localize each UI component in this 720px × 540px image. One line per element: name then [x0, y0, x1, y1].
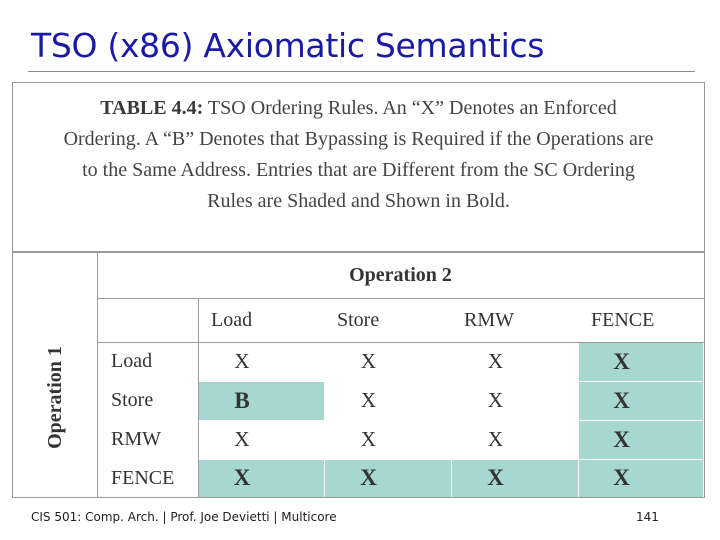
- rule-cell-store-fence: X: [613, 387, 630, 413]
- rule-cell-rmw-rmw: X: [487, 427, 504, 451]
- row-group-header: [13, 298, 97, 497]
- rule-cell-load-load: X: [234, 349, 250, 373]
- rule-cell-fence-rmw: X: [487, 465, 504, 490]
- grid-line: [97, 298, 704, 299]
- row-header-fence: FENCE: [111, 466, 175, 489]
- row-group-label: Operation 1: [43, 346, 66, 449]
- grid-line: [13, 252, 704, 253]
- column-header-rmw: RMW: [464, 309, 514, 331]
- grid-line: [97, 252, 98, 497]
- row-header-rmw: RMW: [111, 428, 161, 450]
- rule-cell-rmw-fence: X: [613, 426, 630, 452]
- row-header-store: Store: [111, 389, 154, 411]
- page-number: 141: [636, 510, 659, 524]
- column-header-store: Store: [337, 309, 380, 331]
- grid-line: [97, 342, 704, 343]
- rule-cell-store-rmw: X: [487, 388, 504, 412]
- grid-line: [198, 298, 199, 497]
- ordering-rules-table: [13, 252, 704, 497]
- rule-cell-rmw-load: X: [234, 427, 250, 451]
- rule-cell-store-store: X: [360, 388, 377, 412]
- rule-cell-load-store: X: [360, 349, 377, 373]
- rule-cell-rmw-store: X: [360, 427, 377, 451]
- rule-cell-store-load: B: [234, 387, 250, 413]
- caption-label: TABLE 4.4:: [100, 97, 204, 119]
- caption-text: TSO Ordering Rules. An “X” Denotes an Enforced Ordering. A “B” Denotes that Bypassing is Required if the Operations are to the Same Address. Entries that are Different from the SC Ordering Rules are Shaded and Shown in Bold.: [63, 97, 654, 212]
- column-group-header: Operation 2: [349, 263, 452, 286]
- ordering-table-figure: [12, 82, 705, 498]
- rule-cell-fence-load: X: [233, 465, 251, 490]
- row-header-load: Load: [111, 350, 153, 372]
- title-divider: [28, 71, 695, 72]
- rule-cell-load-fence: X: [613, 348, 630, 374]
- rule-cell-load-rmw: X: [487, 349, 504, 373]
- slide-title: TSO (x86) Axiomatic Semantics: [31, 26, 545, 65]
- rule-cell-fence-store: X: [360, 465, 377, 490]
- column-header-load: Load: [211, 309, 253, 331]
- rule-cell-fence-fence: X: [613, 465, 630, 490]
- table-caption: [13, 83, 704, 252]
- slide-footer: CIS 501: Comp. Arch. | Prof. Joe Devietti | Multicore: [31, 510, 337, 524]
- column-header-fence: FENCE: [591, 309, 655, 331]
